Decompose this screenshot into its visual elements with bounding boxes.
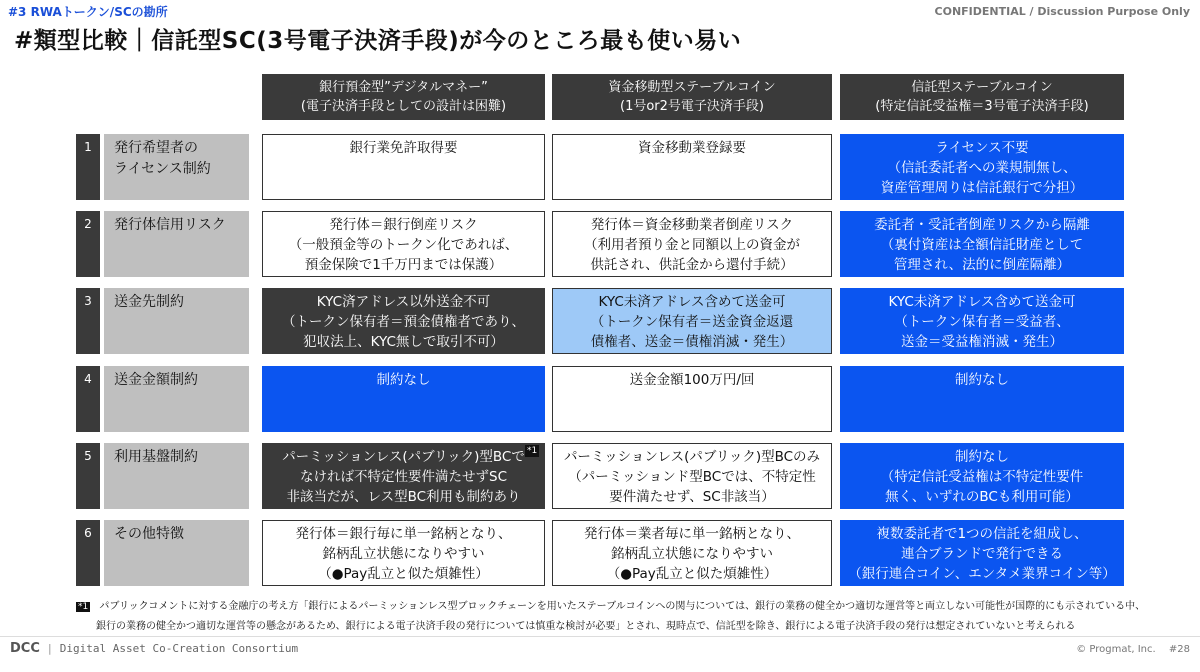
cell-text-line: 銘柄乱立状態になりやすい bbox=[611, 546, 773, 562]
footer-meta bbox=[1076, 644, 1190, 655]
row-label: 発行希望者の ライセンス制約 bbox=[104, 134, 249, 200]
column-header-trust bbox=[840, 74, 1124, 120]
cell-text-line: （トークン保有者＝送金資金返還 bbox=[590, 314, 794, 330]
footer-page-number: #28 bbox=[1168, 644, 1190, 655]
comparison-cell bbox=[840, 520, 1124, 586]
cell-text-line: KYC未済アドレス含めて送金可 bbox=[598, 294, 786, 310]
comparison-cell bbox=[840, 211, 1124, 277]
cell-text-line: （裏付資産は全額信託財産として bbox=[880, 237, 1084, 253]
comparison-cell bbox=[552, 520, 832, 586]
column-header-subtitle: (特定信託受益権＝3号電子決済手段) bbox=[875, 99, 1089, 114]
comparison-cell bbox=[552, 443, 832, 509]
comparison-cell bbox=[552, 211, 832, 277]
row-number: 6 bbox=[76, 520, 100, 586]
footer-brand bbox=[10, 641, 298, 656]
column-header-fund-transfer bbox=[552, 74, 832, 120]
footer-copyright: © Progmat, Inc. bbox=[1076, 644, 1156, 655]
cell-text-line: 供託され、供託金から還付手続） bbox=[590, 257, 794, 273]
cell-text-line: 制約なし bbox=[955, 449, 1009, 465]
row-number: 1 bbox=[76, 134, 100, 200]
cell-text-line: 債権者、送金＝債権消滅・発生） bbox=[590, 334, 794, 350]
confidential-label: CONFIDENTIAL / Discussion Purpose Only bbox=[934, 5, 1190, 18]
cell-text-line: （利用者預り金と同額以上の資金が bbox=[584, 237, 800, 253]
cell-text-line: 送金＝受益権消滅・発生） bbox=[901, 334, 1063, 350]
comparison-cell bbox=[840, 366, 1124, 432]
footer-logo: DCC bbox=[10, 641, 40, 656]
cell-text-line: 非該当だが、レス型BC利用も制約あり bbox=[286, 489, 521, 505]
cell-text-line: （特定信託受益権は不特定性要件 bbox=[880, 469, 1084, 485]
cell-text-line: （銀行連合コイン、エンタメ業界コイン等） bbox=[848, 566, 1116, 582]
comparison-cell bbox=[262, 288, 545, 354]
cell-text-line: 発行体＝業者毎に単一銘柄となり、 bbox=[584, 526, 800, 542]
cell-text-line: （一般預金等のトークン化であれば、 bbox=[288, 237, 519, 253]
row-number: 3 bbox=[76, 288, 100, 354]
comparison-cell bbox=[262, 134, 545, 200]
cell-text-line: 資金移動業登録要 bbox=[638, 140, 746, 156]
comparison-cell bbox=[840, 443, 1124, 509]
row-label: 発行体信用リスク bbox=[104, 211, 249, 277]
footnote bbox=[76, 597, 1186, 636]
cell-text-line: 銀行業免許取得要 bbox=[349, 140, 458, 156]
column-header-bank-deposit bbox=[262, 74, 545, 120]
cell-text-line: KYC未済アドレス含めて送金可 bbox=[888, 294, 1076, 310]
cell-text-line: 発行体＝銀行毎に単一銘柄となり、 bbox=[295, 526, 512, 542]
column-header-subtitle: (電子決済手段としての設計は困難) bbox=[300, 99, 507, 114]
page-title: #類型比較｜信託型SC(3号電子決済手段)が今のところ最も使い易い bbox=[14, 28, 742, 54]
cell-text-line: 制約なし bbox=[376, 372, 431, 388]
cell-text-line: なければ不特定性要件満たせずSC bbox=[300, 469, 507, 485]
cell-text-line: （●Pay乱立と似た煩雑性） bbox=[318, 566, 489, 582]
column-header-title: 銀行預金型”デジタルマネー” bbox=[319, 80, 488, 95]
cell-text-line: 発行体＝銀行倒産リスク bbox=[329, 217, 478, 233]
row-number: 2 bbox=[76, 211, 100, 277]
section-tag: #3 RWAトークン/SCの勘所 bbox=[8, 5, 168, 19]
column-header-subtitle: (1号or2号電子決済手段) bbox=[620, 99, 764, 114]
cell-text-line: パーミッションレス(パブリック)型BCのみ bbox=[563, 449, 821, 465]
comparison-cell bbox=[262, 443, 545, 509]
cell-text-line: （トークン保有者＝受益者、 bbox=[894, 314, 1070, 330]
comparison-cell bbox=[840, 134, 1124, 200]
cell-text-line: 銘柄乱立状態になりやすい bbox=[322, 546, 485, 562]
footer-rule bbox=[0, 636, 1200, 637]
footer-divider: | bbox=[46, 642, 60, 655]
cell-text-line: 無く、いずれのBCも利用可能） bbox=[885, 489, 1079, 505]
row-label: 送金金額制約 bbox=[104, 366, 249, 432]
comparison-cell bbox=[552, 134, 832, 200]
row-label: その他特徴 bbox=[104, 520, 249, 586]
footnote-marker: *1 bbox=[78, 602, 89, 612]
cell-text-line: 管理され、法的に倒産隔離） bbox=[893, 257, 1071, 273]
row-number: 5 bbox=[76, 443, 100, 509]
comparison-cell bbox=[262, 211, 545, 277]
footnote-line-2: 銀行の業務の健全かつ適切な運営等の懸念があるため、銀行による電子決済手段の発行については慎重な検討が必要」とされ、現時点で、信託型を除き、銀行による電子決済手段の発行は想定されていないと考えられる bbox=[96, 621, 1076, 632]
cell-text-line: 預金保険で1千万円までは保護） bbox=[304, 257, 503, 273]
cell-text-line: 発行体＝資金移動業者倒産リスク bbox=[590, 217, 794, 233]
row-label: 送金先制約 bbox=[104, 288, 249, 354]
comparison-cell bbox=[262, 520, 545, 586]
note-marker: *1 bbox=[527, 446, 538, 456]
cell-text-line: 犯収法上、KYC無しで取引不可） bbox=[303, 334, 504, 350]
row-number: 4 bbox=[76, 366, 100, 432]
cell-text-line: （パーミッションド型BCでは、不特定性 bbox=[568, 469, 816, 485]
row-label: 利用基盤制約 bbox=[104, 443, 249, 509]
cell-text-line: 制約なし bbox=[955, 372, 1009, 388]
cell-text-line: ライセンス不要 bbox=[935, 140, 1029, 156]
footer-org-name: Digital Asset Co-Creation Consortium bbox=[59, 642, 299, 655]
cell-text-line: （信託委託者への業規制無し、 bbox=[887, 160, 1077, 176]
cell-text-line: 委託者・受託者倒産リスクから隔離 bbox=[874, 217, 1090, 233]
cell-text-line: パーミッションレス(パブリック)型BCで bbox=[282, 449, 525, 465]
cell-text-line: 要件満たせず、SC非該当） bbox=[609, 489, 775, 505]
comparison-cell bbox=[262, 366, 545, 432]
cell-text-line: （トークン保有者＝預金債権者であり、 bbox=[282, 314, 525, 330]
cell-text-line: 送金金額100万円/回 bbox=[629, 372, 755, 388]
cell-text-line: KYC済アドレス以外送金不可 bbox=[316, 294, 491, 310]
column-header-title: 資金移動型ステーブルコイン bbox=[608, 80, 776, 95]
comparison-cell bbox=[840, 288, 1124, 354]
footnote-line-1: パブリックコメントに対する金融庁の考え方「銀行によるパーミッションレス型ブロックチェーンを用いたステーブルコインへの関与については、銀行の業務の健全かつ適切な運営等と両立しない可能性が国際的にも示されている中、 bbox=[99, 601, 1146, 612]
cell-text-line: 資産管理周りは信託銀行で分担） bbox=[880, 180, 1084, 196]
comparison-cell bbox=[552, 366, 832, 432]
cell-text-line: （●Pay乱立と似た煩雑性） bbox=[606, 566, 778, 582]
cell-text-line: 連合ブランドで発行できる bbox=[901, 546, 1063, 562]
cell-text-line: 複数委託者で1つの信託を組成し、 bbox=[876, 526, 1088, 542]
comparison-cell bbox=[552, 288, 832, 354]
column-header-title: 信託型ステーブルコイン bbox=[911, 80, 1053, 95]
